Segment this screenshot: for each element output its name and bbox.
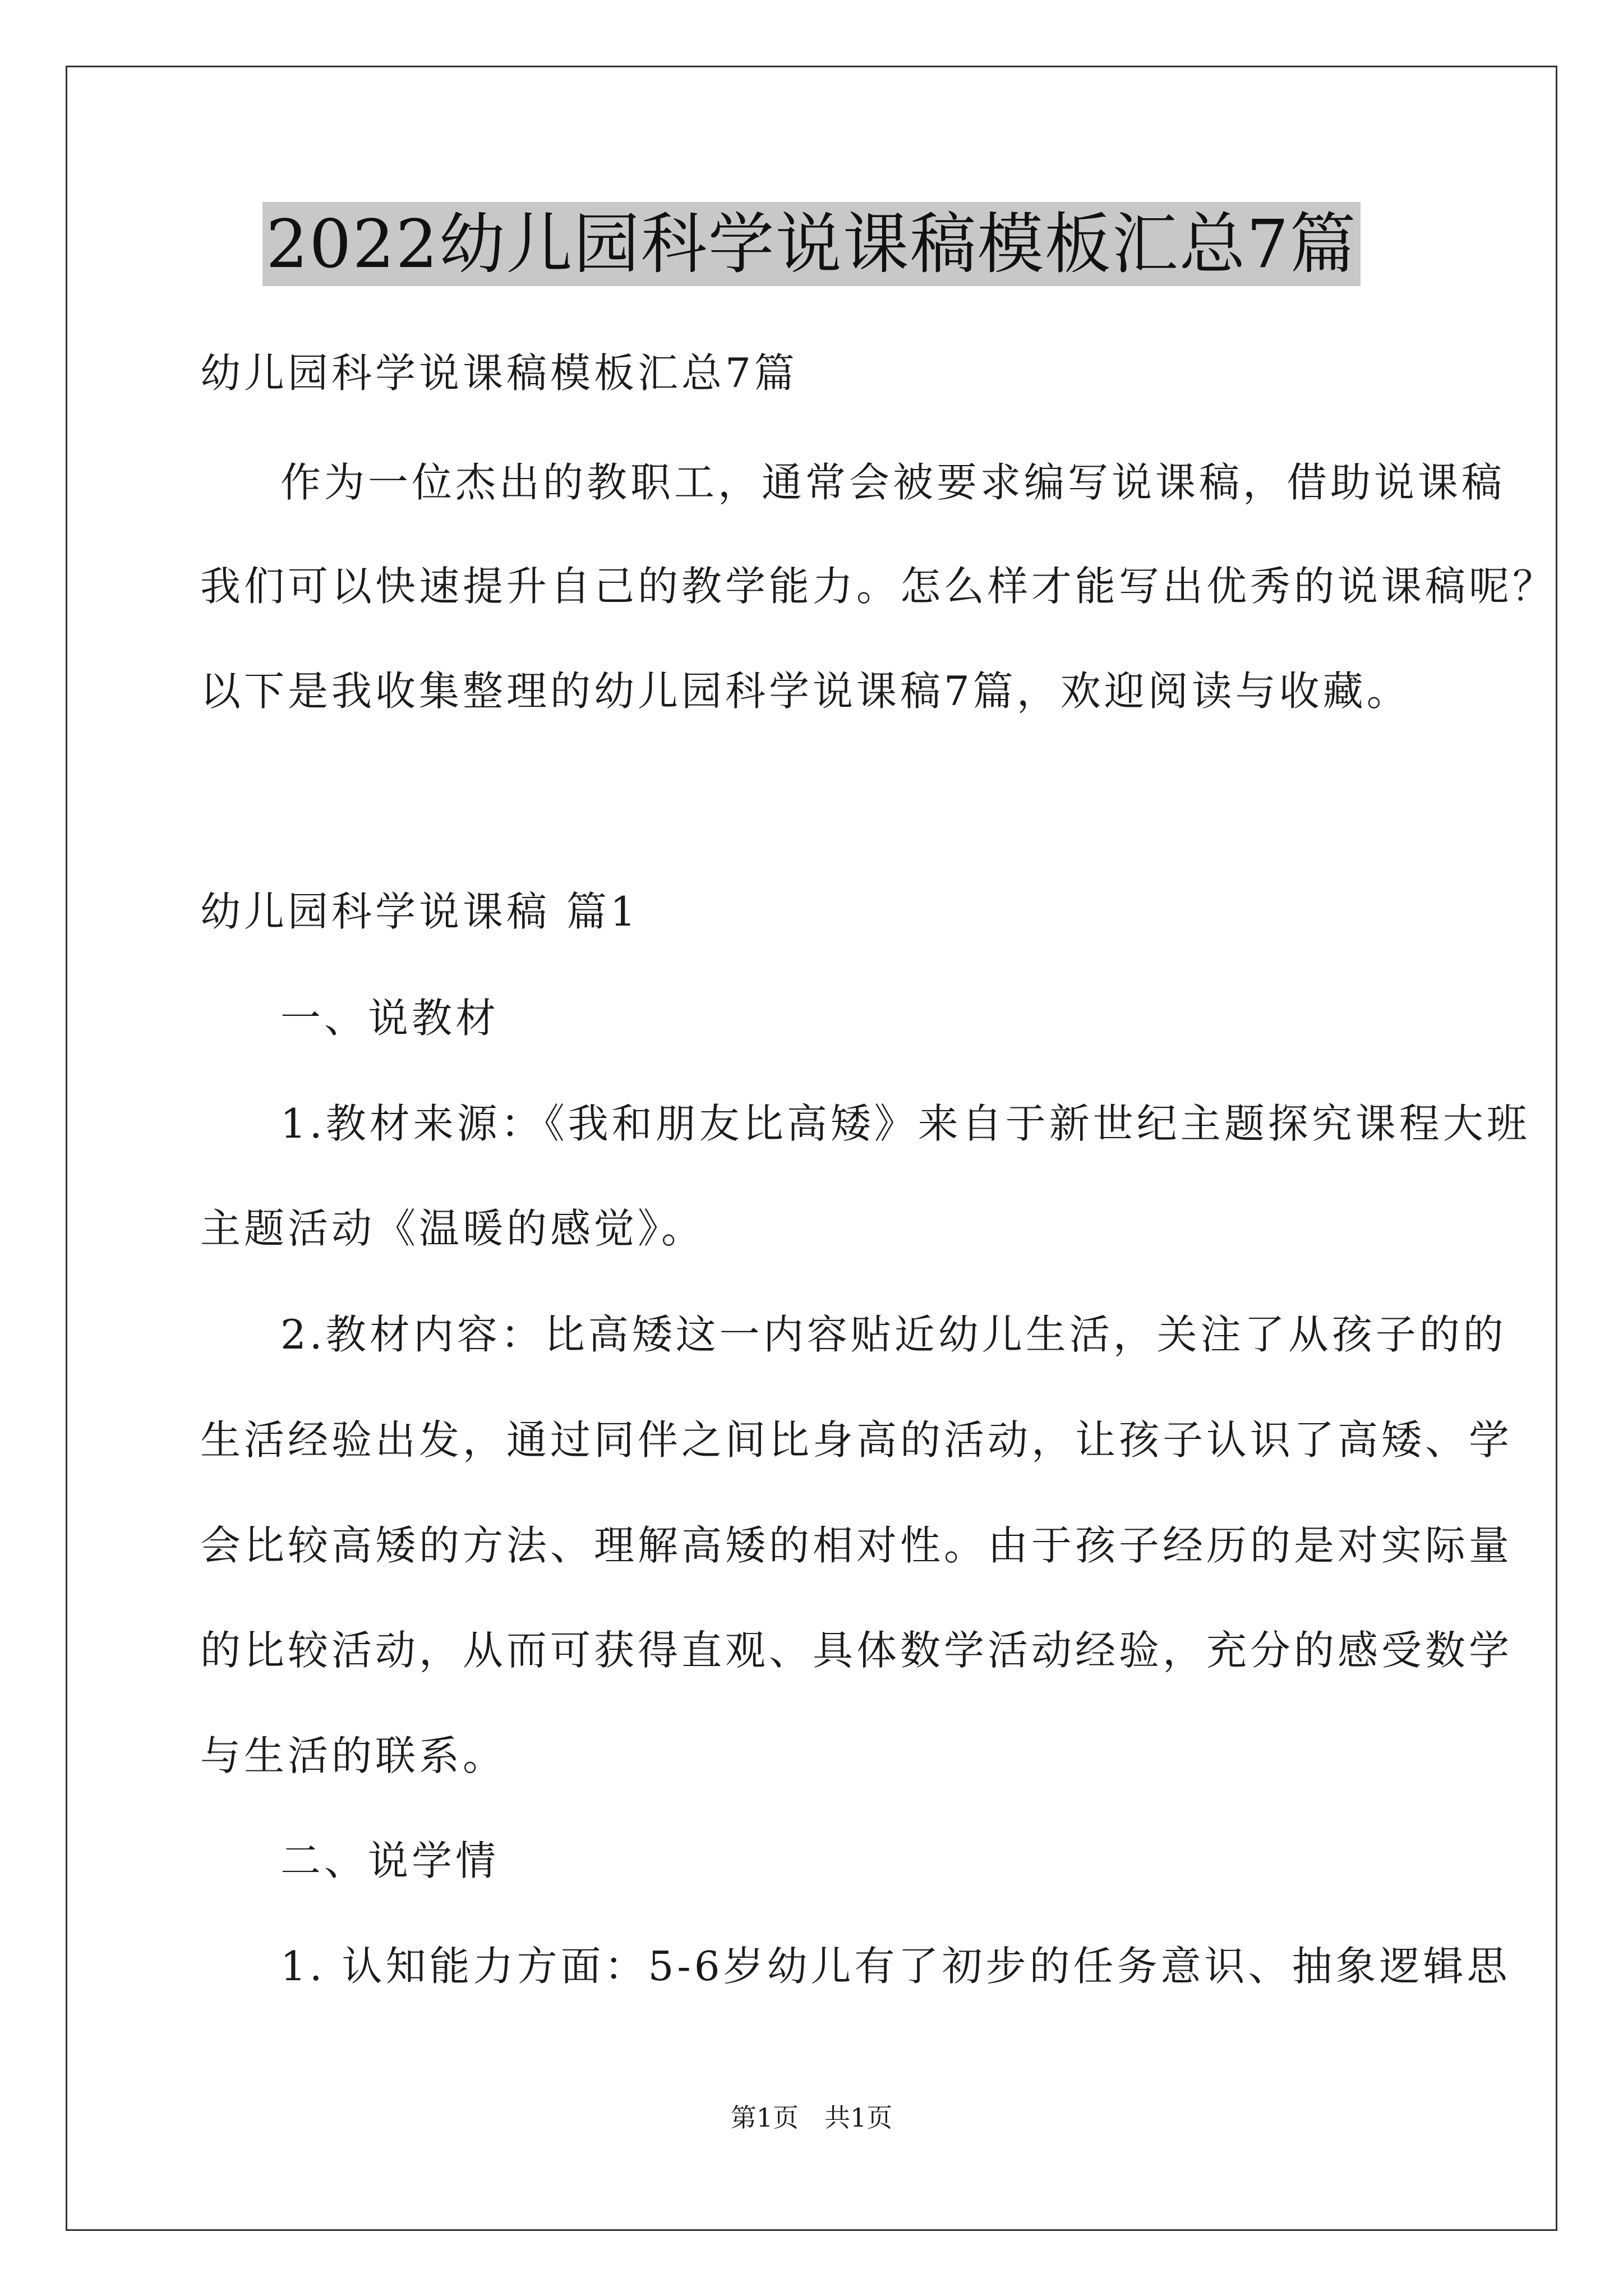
paragraph-line: 与生活的联系。 <box>200 1732 507 1779</box>
paragraph-line: 的比较活动，从而可获得直观、具体数学活动经验，充分的感受数学 <box>200 1627 1513 1674</box>
paragraph-line: 生活经验出发，通过同伴之间比身高的活动，让孩子认识了高矮、学 <box>200 1416 1513 1464</box>
subtitle-line: 幼儿园科学说课稿模板汇总7篇 <box>200 349 798 397</box>
paragraph-line: 会比较高矮的方法、理解高矮的相对性。由于孩子经历的是对实际量 <box>200 1522 1513 1569</box>
document-title: 2022幼儿园科学说课稿模板汇总7篇 <box>262 202 1360 286</box>
paragraph-line: 2.教材内容：比高矮这一内容贴近幼儿生活，关注了从孩子的的 <box>280 1311 1507 1358</box>
subheading-teaching-material: 一、说教材 <box>280 995 500 1042</box>
intro-line-3: 以下是我收集整理的幼儿园科学说课稿7篇，欢迎阅读与收藏。 <box>200 668 1410 715</box>
section-heading: 幼儿园科学说课稿 篇1 <box>200 888 639 935</box>
paragraph-line: 1. 认知能力方面：5-6岁幼儿有了初步的任务意识、抽象逻辑思 <box>280 1943 1511 1990</box>
paragraph-line: 主题活动《温暖的感觉》。 <box>200 1205 706 1252</box>
page-number-footer: 第1页 共1页 <box>730 2102 893 2133</box>
intro-line-1: 作为一位杰出的教职工，通常会被要求编写说课稿，借助说课稿 <box>280 459 1506 506</box>
paragraph-line: 1.教材来源：《我和朋友比高矮》来自于新世纪主题探究课程大班 <box>280 1100 1530 1147</box>
title-container <box>0 202 1623 286</box>
subheading-learner-analysis: 二、说学情 <box>280 1837 500 1884</box>
intro-line-2: 我们可以快速提升自己的教学能力。怎么样才能写出优秀的说课稿呢？ <box>200 563 1557 610</box>
